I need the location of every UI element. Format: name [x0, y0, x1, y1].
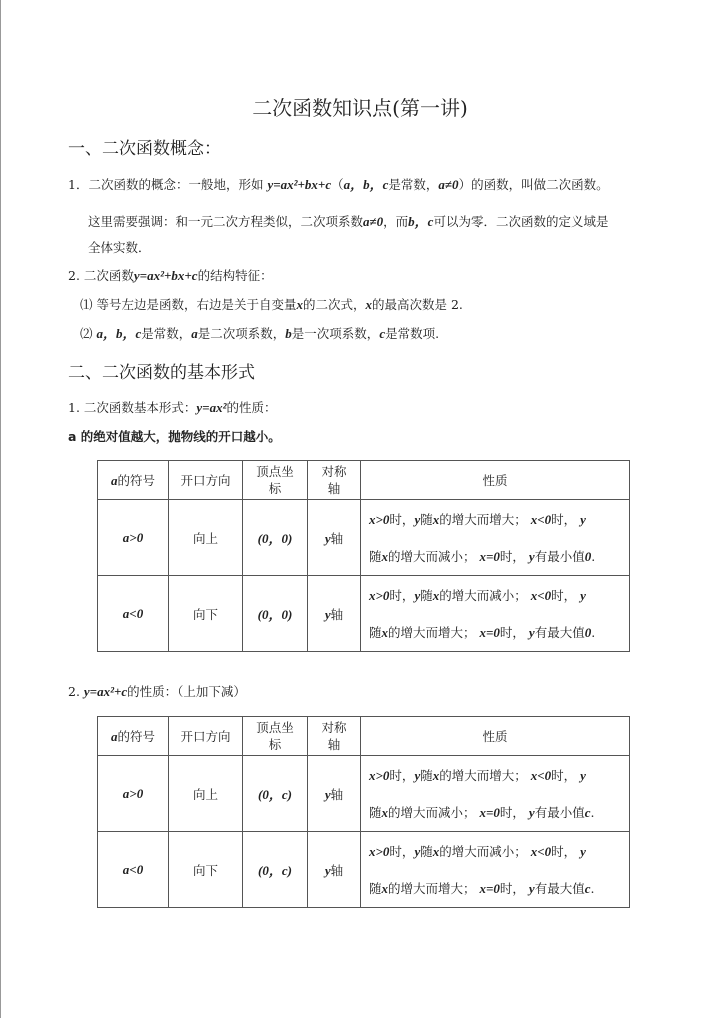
- table-header-row: [98, 717, 630, 756]
- text: 的增大而减小；: [388, 548, 480, 564]
- text: 有最大值: [534, 880, 585, 896]
- paragraph-basic-form: [68, 398, 277, 416]
- text: 是二次项系数，: [197, 326, 286, 341]
- math-expression: x>0: [369, 511, 390, 527]
- math-expression: a，b，c: [343, 177, 389, 192]
- text: 是常数项.: [385, 326, 440, 341]
- text: 对称: [321, 720, 347, 735]
- property-cell: [361, 500, 630, 576]
- text: 轴: [330, 606, 344, 622]
- text: （: [331, 177, 344, 192]
- text: .: [591, 548, 596, 564]
- list-item-1: [80, 295, 463, 313]
- direction-cell: [169, 500, 243, 576]
- axis-cell: [308, 576, 361, 652]
- math-expression: x=0: [479, 624, 500, 640]
- text: 时，: [551, 511, 581, 527]
- math-expression: y: [528, 880, 535, 896]
- text: 的增大而减小；: [388, 804, 480, 820]
- paragraph-form-2: [68, 682, 246, 700]
- text: ，而: [383, 214, 409, 229]
- math-expression: y: [528, 548, 535, 564]
- column-header: [243, 717, 308, 756]
- text: ）的函数，叫做二次函数。: [458, 177, 609, 192]
- column-header: [243, 461, 308, 500]
- text: 有最大值: [534, 624, 585, 640]
- math-expression: y=ax²+bx+c: [133, 268, 198, 283]
- math-expression: y=ax²+c: [83, 684, 128, 699]
- math-expression: y: [414, 587, 421, 603]
- text: 开口方向: [180, 472, 231, 488]
- vertex-cell: [243, 756, 308, 832]
- math-expression: b，c: [408, 214, 434, 229]
- column-header: [361, 717, 630, 756]
- text: 随: [369, 880, 382, 896]
- vertex-cell: [243, 500, 308, 576]
- math-expression: 0: [584, 548, 592, 564]
- axis-cell: [308, 500, 361, 576]
- sign-cell: [98, 832, 169, 908]
- text: 全体实数．: [88, 240, 151, 255]
- math-expression: y: [528, 624, 535, 640]
- text: ⑴ 等号左边是函数，右边是关于自变量: [80, 297, 297, 312]
- math-expression: y: [414, 767, 421, 783]
- math-expression: (0，0): [257, 531, 293, 546]
- text: 时，: [499, 880, 529, 896]
- text: 时，: [551, 843, 581, 859]
- text: 随: [369, 624, 382, 640]
- math-expression: y: [324, 606, 331, 622]
- text: 2. 二次函数: [68, 268, 134, 283]
- text: 时，: [499, 804, 529, 820]
- math-expression: b: [285, 326, 292, 341]
- vertex-cell: [243, 832, 308, 908]
- sign-cell: [98, 576, 169, 652]
- text: ⑵: [80, 326, 97, 341]
- math-expression: 0: [584, 624, 592, 640]
- math-expression: x=0: [479, 548, 500, 564]
- math-expression: a>0: [122, 785, 144, 801]
- properties-table-1: [97, 460, 630, 652]
- property-cell: [361, 576, 630, 652]
- text: 顶点坐: [256, 464, 294, 479]
- property-cell: [361, 832, 630, 908]
- math-expression: y=ax²+bx+c: [267, 177, 332, 192]
- math-expression: y=ax²: [196, 400, 227, 415]
- text: 向下: [192, 862, 218, 878]
- sign-cell: [98, 500, 169, 576]
- math-expression: y: [324, 530, 331, 546]
- text: 随: [420, 843, 433, 859]
- table-header-row: [98, 461, 630, 500]
- math-expression: a>0: [122, 529, 144, 545]
- text: 随: [420, 587, 433, 603]
- text: 的增大而增大；: [388, 624, 480, 640]
- text: 向上: [192, 786, 218, 802]
- text: 的增大而减小；: [439, 587, 531, 603]
- text: 的二次式，: [302, 297, 366, 312]
- paragraph-emphasis-cont: [88, 238, 151, 256]
- math-expression: x: [381, 804, 389, 820]
- text: 的增大而增大；: [439, 511, 531, 527]
- text: 标: [268, 481, 282, 496]
- direction-cell: [169, 576, 243, 652]
- text: 1．二次函数的概念：一般地，形如: [68, 177, 268, 192]
- document-title: 二次函数知识点(第一讲): [252, 96, 468, 120]
- text: 是常数，: [141, 326, 192, 341]
- text: 轴: [330, 862, 344, 878]
- text: 的最高次数是 2.: [372, 297, 463, 312]
- text: 的性质：（上加下减）: [127, 684, 246, 699]
- text: 轴: [330, 786, 344, 802]
- text: 时，: [389, 767, 415, 783]
- column-header: [169, 461, 243, 500]
- math-expression: x>0: [369, 767, 390, 783]
- table-row: [98, 832, 630, 908]
- text: 时，: [389, 511, 415, 527]
- text: 轴: [327, 481, 341, 496]
- math-expression: x: [432, 587, 440, 603]
- table-row: [98, 576, 630, 652]
- math-expression: x: [432, 767, 440, 783]
- direction-cell: [169, 756, 243, 832]
- text: .: [591, 624, 596, 640]
- math-expression: (0，c): [258, 863, 292, 878]
- paragraph-note: [68, 427, 281, 445]
- math-expression: x: [432, 843, 440, 859]
- paragraph-structure: [68, 266, 273, 284]
- math-expression: y: [414, 511, 421, 527]
- text: 时，: [389, 587, 415, 603]
- math-expression: y: [580, 843, 586, 859]
- text: .: [590, 880, 595, 896]
- text: 的增大而增大；: [388, 880, 480, 896]
- math-expression: y: [580, 587, 586, 603]
- vertex-cell: [243, 576, 308, 652]
- text: 的增大而减小；: [439, 843, 531, 859]
- math-expression: a<0: [122, 861, 144, 877]
- math-expression: y: [324, 786, 331, 802]
- text: 轴: [330, 530, 344, 546]
- text: 是常数，: [388, 177, 439, 192]
- text: 性质: [482, 472, 508, 488]
- math-expression: y: [414, 843, 421, 859]
- column-header: [98, 717, 169, 756]
- column-header: [169, 717, 243, 756]
- math-expression: x: [365, 297, 372, 312]
- text: 时，: [499, 624, 529, 640]
- column-header: [308, 717, 361, 756]
- text: 2.: [68, 684, 84, 699]
- text: 是一次项系数，: [291, 326, 380, 341]
- math-expression: y: [580, 767, 586, 783]
- properties-table-2: [97, 716, 630, 908]
- table-row: [98, 500, 630, 576]
- text: 随: [420, 767, 433, 783]
- sign-cell: [98, 756, 169, 832]
- math-expression: c: [584, 880, 591, 896]
- math-expression: y: [580, 511, 586, 527]
- text: 轴: [327, 737, 341, 752]
- text: 时，: [389, 843, 415, 859]
- math-expression: x<0: [530, 843, 552, 859]
- text: 可以为零．二次函数的定义域是: [433, 214, 609, 229]
- text: 顶点坐: [256, 720, 294, 735]
- text: 1. 二次函数基本形式：: [68, 400, 197, 415]
- math-expression: x>0: [369, 843, 390, 859]
- text: 时，: [499, 548, 529, 564]
- list-item-2: [80, 323, 439, 342]
- text: 的性质：: [226, 400, 277, 415]
- text: 对称: [321, 464, 347, 479]
- math-expression: (0，c): [258, 787, 292, 802]
- text: 有最小值: [534, 548, 585, 564]
- bold-text: a 的绝对值越大，抛物线的开口越小。: [68, 429, 281, 444]
- property-cell: [361, 756, 630, 832]
- text: 随: [369, 804, 382, 820]
- text: 随: [369, 548, 382, 564]
- direction-cell: [169, 832, 243, 908]
- paragraph-definition: [68, 174, 609, 193]
- text: 向下: [192, 606, 218, 622]
- column-header: [361, 461, 630, 500]
- math-expression: c: [379, 326, 386, 341]
- math-expression: a≠0: [363, 214, 384, 229]
- text: .: [590, 804, 595, 820]
- math-expression: x: [296, 297, 303, 312]
- math-expression: x=0: [479, 804, 500, 820]
- text: 的符号: [117, 472, 155, 488]
- text: 开口方向: [180, 728, 231, 744]
- text: 随: [420, 511, 433, 527]
- text: 向上: [192, 530, 218, 546]
- math-expression: x<0: [530, 587, 552, 603]
- text: 这里需要强调：和一元二次方程类似，二次项系数: [88, 214, 364, 229]
- math-expression: a: [191, 326, 198, 341]
- math-expression: x: [381, 880, 389, 896]
- text: 标: [268, 737, 282, 752]
- text: 时，: [551, 767, 581, 783]
- math-expression: (0，0): [257, 607, 293, 622]
- math-expression: x>0: [369, 587, 390, 603]
- math-expression: a≠0: [438, 177, 459, 192]
- text: 有最小值: [534, 804, 585, 820]
- math-expression: x: [432, 511, 440, 527]
- column-header: [308, 461, 361, 500]
- math-expression: a<0: [122, 605, 144, 621]
- math-expression: y: [324, 862, 331, 878]
- math-expression: x<0: [530, 767, 552, 783]
- table-row: [98, 756, 630, 832]
- math-expression: x: [381, 548, 389, 564]
- math-expression: c: [584, 804, 591, 820]
- section-heading-2: 二、二次函数的基本形式: [68, 363, 255, 383]
- math-expression: a: [110, 472, 118, 488]
- text: 时，: [551, 587, 581, 603]
- page-edge: [0, 0, 1, 1018]
- text: 的符号: [117, 728, 155, 744]
- math-expression: y: [528, 804, 535, 820]
- section-heading-1: 一、二次函数概念：: [68, 139, 221, 159]
- math-expression: x=0: [479, 880, 500, 896]
- math-expression: a，b，c: [96, 326, 142, 341]
- text: 的增大而增大；: [439, 767, 531, 783]
- text: 的结构特征：: [197, 268, 273, 283]
- paragraph-emphasis: [88, 211, 608, 230]
- axis-cell: [308, 832, 361, 908]
- axis-cell: [308, 756, 361, 832]
- column-header: [98, 461, 169, 500]
- math-expression: x: [381, 624, 389, 640]
- math-expression: x<0: [530, 511, 552, 527]
- text: 性质: [482, 728, 508, 744]
- math-expression: a: [110, 728, 118, 744]
